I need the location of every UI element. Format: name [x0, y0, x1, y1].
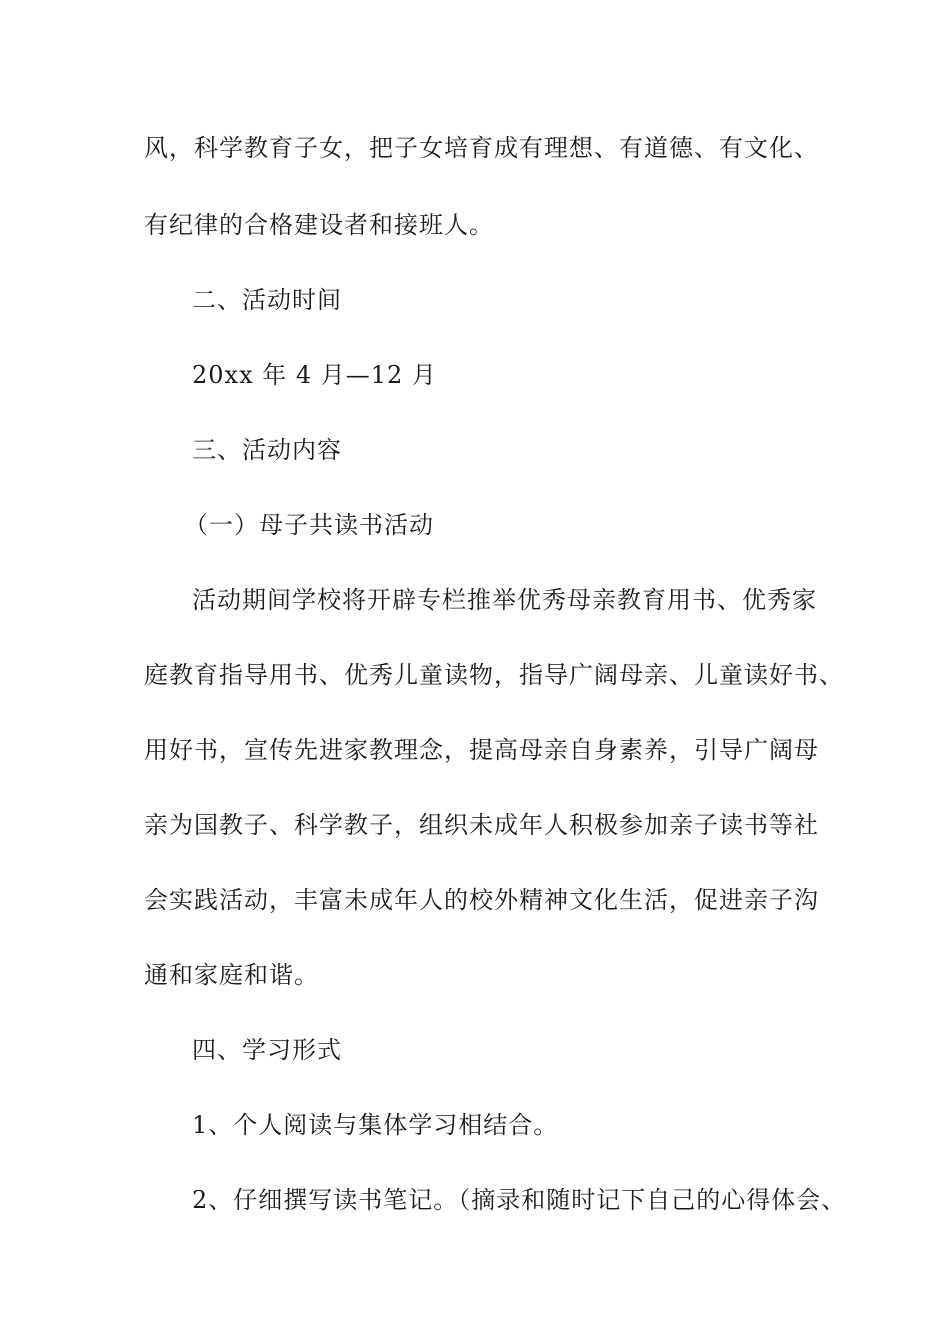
subsection-heading-reading-activity: （一）母子共读书活动 — [184, 511, 434, 539]
activity-time-value: 20xx 年 4 月—12 月 — [192, 361, 437, 389]
list-item-2: 2、仔细撰写读书笔记。（摘录和随时记下自己的心得体会、 — [192, 1186, 847, 1214]
section-heading-activity-content: 三、活动内容 — [192, 436, 342, 464]
paragraph-line: 会实践活动，丰富未成年人的校外精神文化生活，促进亲子沟 — [144, 886, 819, 914]
list-item-1: 1、个人阅读与集体学习相结合。 — [192, 1111, 559, 1139]
paragraph-line-continuation-end: 有纪律的合格建设者和接班人。 — [144, 211, 494, 239]
paragraph-line: 亲为国教子、科学教子，组织未成年人积极参加亲子读书等社 — [144, 811, 819, 839]
paragraph-line-continuation: 风，科学教育子女，把子女培育成有理想、有道德、有文化、 — [144, 134, 819, 162]
paragraph-line: 通和家庭和谐。 — [144, 961, 319, 989]
section-heading-learning-format: 四、学习形式 — [192, 1036, 342, 1064]
paragraph-line: 用好书，宣传先进家教理念，提高母亲自身素养，引导广阔母 — [144, 736, 819, 764]
paragraph-line: 庭教育指导用书、优秀儿童读物，指导广阔母亲、儿童读好书、 — [144, 661, 844, 689]
section-heading-activity-time: 二、活动时间 — [192, 286, 342, 314]
paragraph-line: 活动期间学校将开辟专栏推举优秀母亲教育用书、优秀家 — [192, 586, 817, 614]
